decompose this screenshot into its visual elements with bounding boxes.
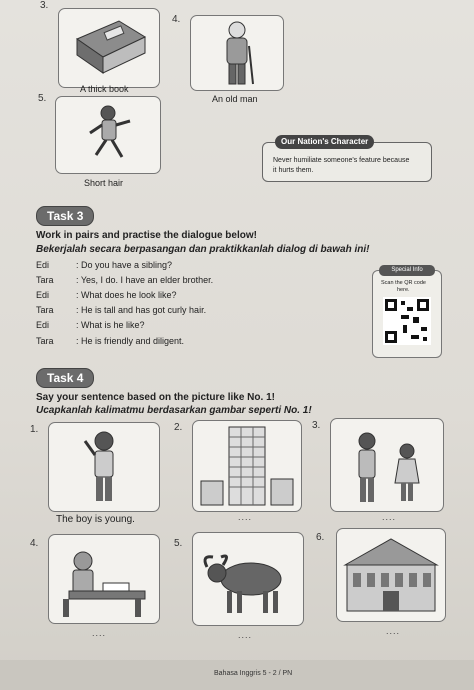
onc-title: Our Nation's Character — [275, 135, 374, 149]
task-4-tag: Task 4 — [36, 368, 94, 388]
qr-code-icon[interactable] — [383, 297, 431, 345]
answer-blank-4: .... — [92, 628, 107, 638]
dialogue-line: : What is he like? — [76, 320, 145, 330]
task-3-instruction-id: Bekerjalah secara berpasangan dan praktikkanlah dialog di bawah ini! — [36, 244, 370, 255]
buffalo-picture — [192, 532, 304, 626]
young-boy-picture — [48, 422, 160, 512]
short-hair-picture — [55, 96, 161, 174]
dialogue-speaker: Edi — [36, 260, 50, 270]
answer-blank-5: .... — [238, 630, 253, 640]
our-nations-character-box — [262, 137, 432, 182]
item-number-5: 5. — [38, 93, 47, 104]
dialogue-speaker: Tara — [36, 305, 54, 315]
dialogue-speaker: Edi — [36, 290, 50, 300]
caption-old-man: An old man — [212, 94, 258, 104]
boy-and-girl-icon — [331, 419, 443, 511]
building-icon — [193, 421, 301, 511]
thick-book-picture — [58, 8, 160, 88]
answer-blank-3: .... — [382, 512, 397, 522]
palace-picture — [336, 528, 446, 622]
palace-icon — [337, 529, 445, 621]
caption-short-hair: Short hair — [84, 178, 124, 188]
item-number-1: 1. — [30, 424, 39, 435]
onc-text-1: Never humiliate someone's feature because — [273, 157, 410, 164]
special-info-text-2: here. — [397, 287, 410, 293]
dialogue-speaker: Tara — [36, 336, 54, 346]
task-4-instruction-en: Say your sentence based on the picture like No. 1! — [36, 392, 275, 403]
dialogue-line: : Do you have a sibling? — [76, 260, 173, 270]
dialogue-line: : What does he look like? — [76, 290, 177, 300]
task-3-instruction-en: Work in pairs and practise the dialogue below! — [36, 230, 257, 241]
caption-thick-book: A thick book — [80, 84, 129, 94]
dialogue-speaker: Tara — [36, 275, 54, 285]
answer-blank-6: .... — [386, 626, 401, 636]
old-man-icon — [191, 16, 283, 90]
answer-blank-2: .... — [238, 512, 253, 522]
book-icon — [59, 9, 159, 87]
special-info-text-1: Scan the QR code — [381, 280, 426, 286]
answer-1: The boy is young. — [56, 514, 135, 525]
item-number-4: 4. — [30, 538, 39, 549]
special-info-title: Special Info — [379, 265, 435, 276]
dialogue-speaker: Edi — [36, 320, 50, 330]
dialogue-line: : He is tall and has got curly hair. — [76, 305, 207, 315]
dialogue-line: : He is friendly and diligent. — [76, 336, 185, 346]
item-number-3: 3. — [312, 420, 321, 431]
footer — [0, 660, 474, 690]
item-number-3: 3. — [40, 0, 49, 11]
boy-pointing-icon — [49, 423, 159, 511]
tall-building-picture — [192, 420, 302, 512]
task-4-instruction-id: Ucapkanlah kalimatmu berdasarkan gambar seperti No. 1! — [36, 405, 312, 416]
studying-girl-picture — [48, 534, 160, 624]
item-number-2: 2. — [174, 422, 183, 433]
special-info-card — [372, 267, 442, 358]
item-number-5: 5. — [174, 538, 183, 549]
running-boy-icon — [56, 97, 160, 173]
item-number-4: 4. — [172, 14, 181, 25]
item-number-6: 6. — [316, 532, 325, 543]
task-3-tag: Task 3 — [36, 206, 94, 226]
footer-text: Bahasa Inggris 5 - 2 / PN — [214, 670, 293, 677]
girl-writing-icon — [49, 535, 159, 623]
dialogue-line: : Yes, I do. I have an elder brother. — [76, 275, 214, 285]
buffalo-icon — [193, 533, 303, 625]
onc-text-2: it hurts them. — [273, 167, 314, 174]
boy-girl-picture — [330, 418, 444, 512]
old-man-picture — [190, 15, 284, 91]
